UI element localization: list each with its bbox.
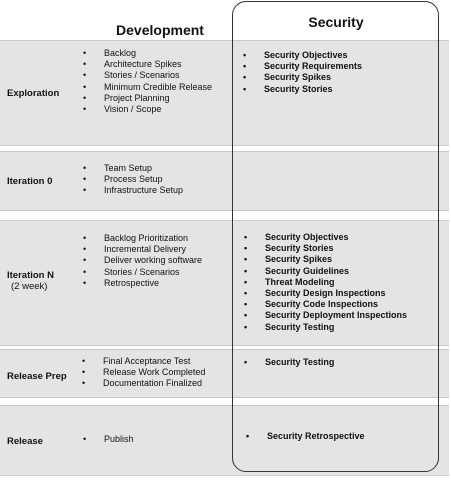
phase-band-iteration-0 bbox=[0, 151, 449, 211]
dev-list-iteration-n bbox=[83, 233, 202, 289]
phase-label-iteration-0 bbox=[7, 176, 52, 187]
list-item: • Retrospective bbox=[83, 278, 202, 289]
phase-label-exploration bbox=[7, 88, 59, 99]
dev-list-exploration bbox=[83, 48, 212, 115]
list-item: • Security Retrospective bbox=[246, 431, 365, 442]
list-item: • Security Deployment Inspections bbox=[244, 310, 407, 321]
development-column-header: Development bbox=[116, 22, 204, 38]
list-item: • Deliver working software bbox=[83, 255, 202, 266]
list-item: • Security Guidelines bbox=[244, 266, 407, 277]
security-list-release-prep bbox=[244, 357, 334, 368]
list-item: • Security Requirements bbox=[243, 61, 362, 72]
list-item: • Security Objectives bbox=[243, 50, 362, 61]
list-item: • Project Planning bbox=[83, 93, 212, 104]
list-item: • Security Stories bbox=[243, 84, 362, 95]
security-list-exploration bbox=[243, 50, 362, 95]
phase-label-release-prep bbox=[7, 371, 67, 382]
list-item: • Security Testing bbox=[244, 357, 334, 368]
list-item: • Security Design Inspections bbox=[244, 288, 407, 299]
dev-list-release bbox=[83, 434, 134, 445]
phase-name: Release Prep bbox=[7, 371, 67, 382]
phase-name: Iteration 0 bbox=[7, 176, 53, 187]
list-item: • Backlog Prioritization bbox=[83, 233, 202, 244]
list-item: • Security Objectives bbox=[244, 232, 407, 243]
list-item: • Incremental Delivery bbox=[83, 244, 202, 255]
list-item: • Stories / Scenarios bbox=[83, 267, 202, 278]
phase-name: Exploration bbox=[7, 88, 60, 99]
list-item: • Security Spikes bbox=[243, 72, 362, 83]
phase-label-release bbox=[7, 436, 43, 447]
phase-name: Release bbox=[7, 436, 43, 447]
phase-band-release-prep bbox=[0, 349, 449, 398]
dev-list-release-prep bbox=[82, 356, 205, 390]
phase-label-iteration-n bbox=[7, 270, 54, 292]
list-item: • Publish bbox=[83, 434, 134, 445]
list-item: • Team Setup bbox=[83, 163, 183, 174]
list-item: • Release Work Completed bbox=[82, 367, 205, 378]
list-item: • Architecture Spikes bbox=[83, 59, 212, 70]
list-item: • Backlog bbox=[83, 48, 212, 59]
list-item: • Vision / Scope bbox=[83, 104, 212, 115]
security-column-header: Security bbox=[308, 14, 364, 30]
list-item: • Infrastructure Setup bbox=[83, 185, 183, 196]
dev-list-iteration-0 bbox=[83, 163, 183, 197]
phase-name: Iteration N bbox=[7, 270, 54, 281]
list-item: • Security Spikes bbox=[244, 254, 407, 265]
list-item: • Stories / Scenarios bbox=[83, 70, 212, 81]
list-item: • Process Setup bbox=[83, 174, 183, 185]
list-item: • Threat Modeling bbox=[244, 277, 407, 288]
list-item: • Security Stories bbox=[244, 243, 407, 254]
list-item: • Minimum Credible Release bbox=[83, 82, 212, 93]
list-item: • Final Acceptance Test bbox=[82, 356, 205, 367]
phase-band-exploration bbox=[0, 40, 449, 146]
security-list-release bbox=[246, 431, 365, 442]
list-item: • Security Code Inspections bbox=[244, 299, 407, 310]
security-list-iteration-n bbox=[244, 232, 407, 333]
phase-band-release bbox=[0, 405, 449, 476]
list-item: • Documentation Finalized bbox=[82, 378, 205, 389]
list-item: • Security Testing bbox=[244, 322, 407, 333]
phase-duration: (2 week) bbox=[11, 281, 48, 292]
